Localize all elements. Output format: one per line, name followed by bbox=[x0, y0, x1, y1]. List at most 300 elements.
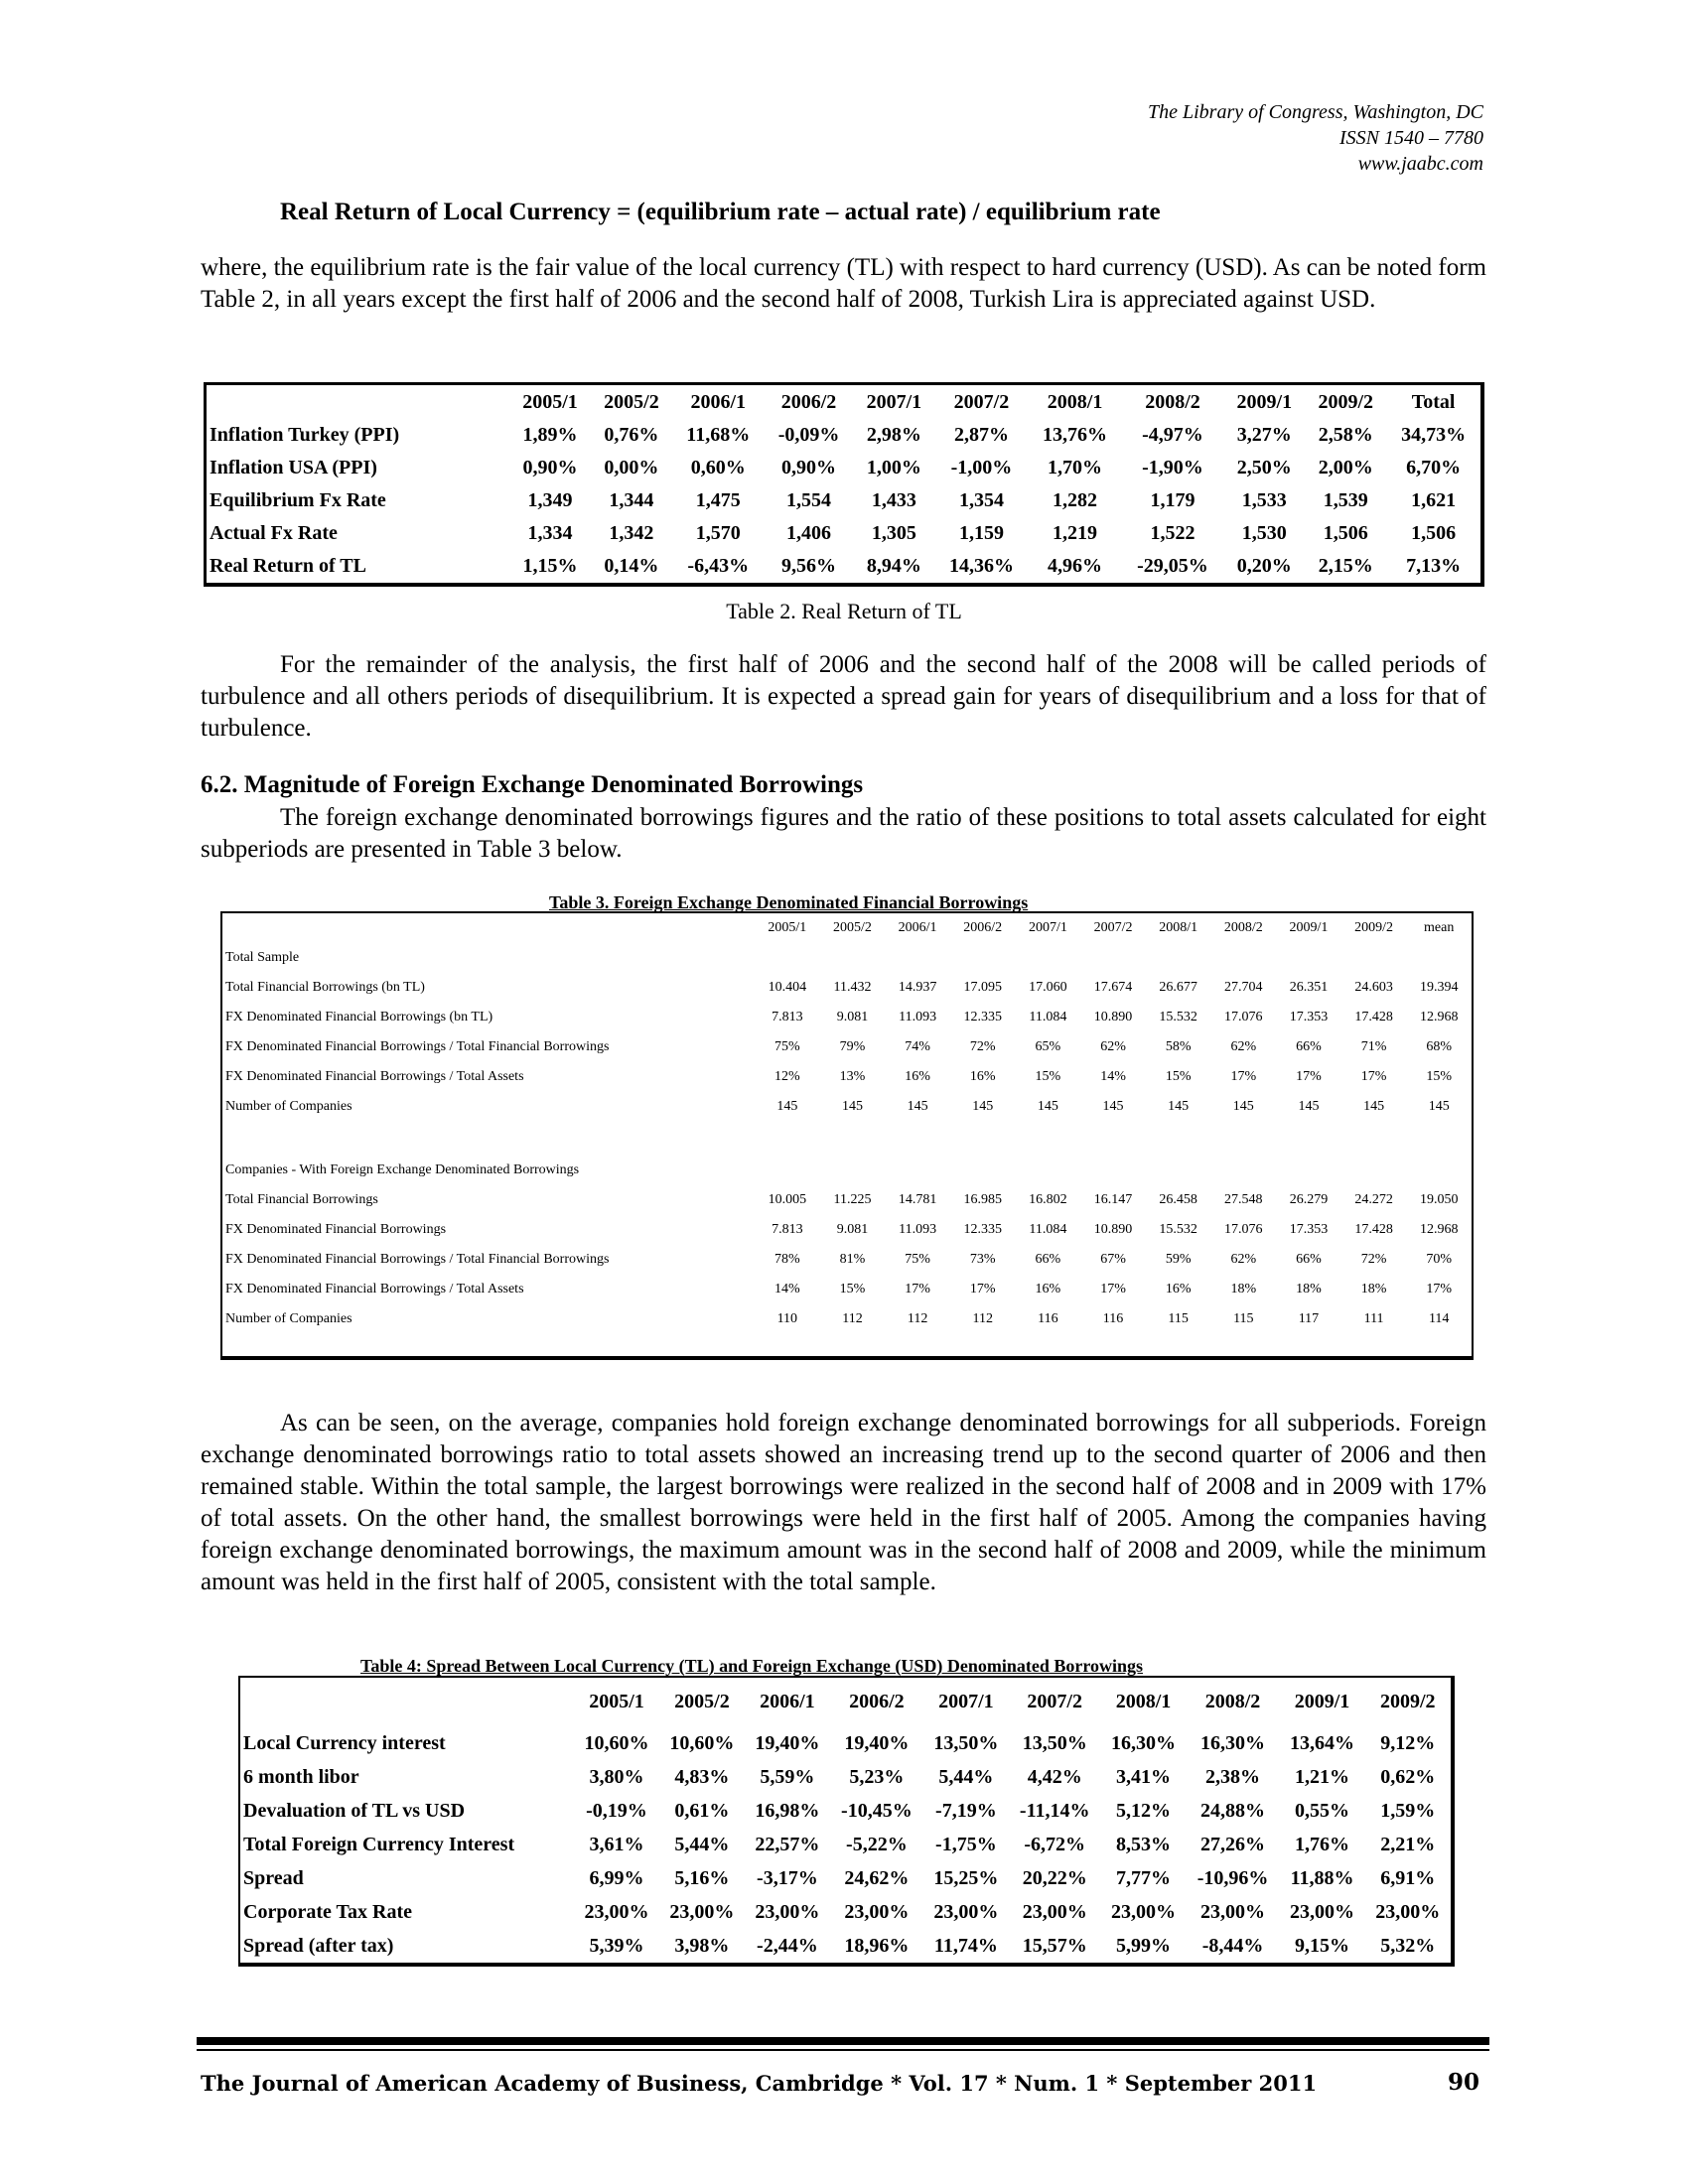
table-cell: 9,15% bbox=[1295, 1934, 1350, 1957]
row-label: Total Financial Borrowings (bn TL) bbox=[225, 980, 425, 995]
table-cell: 66% bbox=[1296, 1039, 1322, 1054]
table-cell: 78% bbox=[774, 1252, 800, 1267]
row-label: 6 month libor bbox=[243, 1765, 359, 1788]
table-cell: 17% bbox=[905, 1282, 930, 1297]
table-cell: 5,99% bbox=[1116, 1934, 1172, 1957]
table-cell: 14,36% bbox=[948, 555, 1014, 577]
table-cell: 12.335 bbox=[963, 1222, 1002, 1237]
group-title-row bbox=[221, 943, 1473, 973]
formula: Real Return of Local Currency = (equilibrium rate – actual rate) / equilibrium rate bbox=[280, 199, 1161, 225]
header-line-2: ISSN 1540 – 7780 bbox=[1339, 127, 1483, 149]
table-cell: 8,53% bbox=[1116, 1833, 1172, 1855]
column-header: 2009/1 bbox=[1236, 390, 1293, 413]
column-header: 2008/1 bbox=[1159, 920, 1198, 935]
table-cell: 13,64% bbox=[1290, 1731, 1355, 1754]
table-cell: 15% bbox=[1165, 1069, 1192, 1084]
table-cell: 10,60% bbox=[669, 1731, 735, 1754]
table-cell: 3,61% bbox=[589, 1833, 644, 1855]
row-label: FX Denominated Financial Borrowings / Total Assets bbox=[225, 1282, 524, 1297]
table-cell: 3,27% bbox=[1236, 424, 1292, 446]
table-cell: 23,00% bbox=[933, 1900, 999, 1923]
table-cell: 7,77% bbox=[1116, 1866, 1172, 1889]
table-cell: 145 bbox=[1428, 1099, 1450, 1114]
column-header: 2007/1 bbox=[866, 390, 922, 413]
table-cell: 5,59% bbox=[760, 1765, 815, 1788]
table-row bbox=[221, 1032, 1473, 1062]
table-cell: 26.351 bbox=[1289, 980, 1329, 995]
table-cell: 72% bbox=[969, 1039, 996, 1054]
table-cell: 12.335 bbox=[963, 1010, 1002, 1024]
column-header: 2009/2 bbox=[1379, 1691, 1436, 1712]
row-label: Number of Companies bbox=[225, 1099, 352, 1114]
table-cell: 16,98% bbox=[755, 1799, 820, 1822]
row-label: Actual Fx Rate bbox=[210, 522, 338, 544]
table-cell: 18,96% bbox=[844, 1934, 910, 1957]
table-cell: 2,58% bbox=[1318, 424, 1373, 446]
table-cell: 19,40% bbox=[844, 1731, 910, 1754]
table-cell: 11.084 bbox=[1029, 1010, 1067, 1024]
table-cell: 145 bbox=[1168, 1099, 1190, 1114]
table-cell: 1,530 bbox=[1241, 522, 1287, 544]
table-cell: 23,00% bbox=[1200, 1900, 1266, 1923]
column-header: 2008/1 bbox=[1115, 1691, 1172, 1712]
table-cell: 0,60% bbox=[690, 457, 746, 478]
table-cell: 74% bbox=[905, 1039, 930, 1054]
table-cell: 11.093 bbox=[899, 1222, 937, 1237]
table-cell: 0,20% bbox=[1236, 555, 1292, 577]
table-cell: 23,00% bbox=[584, 1900, 649, 1923]
table-cell: 58% bbox=[1165, 1039, 1192, 1054]
table-cell: 111 bbox=[1363, 1311, 1384, 1326]
table-cell: 1,554 bbox=[786, 489, 832, 511]
table-row bbox=[239, 1929, 1453, 1965]
table-cell: 1,15% bbox=[522, 555, 578, 577]
column-header: 2009/1 bbox=[1294, 1691, 1350, 1712]
column-header: 2005/1 bbox=[768, 920, 807, 935]
table-cell: 73% bbox=[969, 1252, 996, 1267]
paragraph-3: The foreign exchange denominated borrowings figures and the ratio of these positions to total assets calculated for eight subperiods are presented in Table 3 below. bbox=[201, 804, 1486, 863]
table-cell: 16.802 bbox=[1029, 1192, 1067, 1207]
column-header: 2007/1 bbox=[1028, 920, 1067, 935]
table-cell: 62% bbox=[1230, 1252, 1257, 1267]
column-header: 2008/2 bbox=[1223, 920, 1263, 935]
table-cell: 0,00% bbox=[604, 457, 659, 478]
table-cell: -6,72% bbox=[1024, 1833, 1086, 1855]
table-cell: 4,42% bbox=[1027, 1765, 1082, 1788]
table-cell: 17.353 bbox=[1289, 1010, 1329, 1024]
table-cell: -3,17% bbox=[757, 1866, 818, 1889]
table-cell: 17% bbox=[1296, 1069, 1322, 1084]
table-cell: 0,76% bbox=[604, 424, 659, 446]
table-cell: 6,91% bbox=[1380, 1866, 1436, 1889]
column-header: 2005/2 bbox=[674, 1691, 730, 1712]
section-heading: 6.2. Magnitude of Foreign Exchange Denominated Borrowings bbox=[201, 771, 864, 798]
table-cell: 24.272 bbox=[1354, 1192, 1393, 1207]
table-row bbox=[239, 1726, 1453, 1760]
table-cell: 1,282 bbox=[1053, 489, 1098, 511]
table-cell: 17.428 bbox=[1354, 1222, 1393, 1237]
table-cell: 0,62% bbox=[1380, 1765, 1436, 1788]
table-cell: 15.532 bbox=[1159, 1222, 1197, 1237]
table-cell: 2,50% bbox=[1236, 457, 1292, 478]
row-label: Devaluation of TL vs USD bbox=[243, 1799, 466, 1822]
table-cell: -11,14% bbox=[1019, 1799, 1090, 1822]
table-cell: 1,219 bbox=[1053, 522, 1098, 544]
table-cell: 117 bbox=[1298, 1311, 1320, 1326]
header-line-3: www.jaabc.com bbox=[1357, 153, 1483, 175]
row-label: Inflation USA (PPI) bbox=[210, 457, 377, 478]
table-cell: 81% bbox=[839, 1252, 866, 1267]
group-title: Total Sample bbox=[225, 950, 300, 965]
row-label: FX Denominated Financial Borrowings / Total Assets bbox=[225, 1069, 524, 1084]
footer-citation: The Journal of American Academy of Business, Cambridge * Vol. 17 * Num. 1 * September 2011 bbox=[201, 2071, 1318, 2096]
table-cell: 17.095 bbox=[963, 980, 1002, 995]
table-cell: 26.458 bbox=[1159, 1192, 1197, 1207]
table-row bbox=[221, 1062, 1473, 1092]
table-4 bbox=[238, 1676, 1455, 1967]
table-cell: 14% bbox=[1100, 1069, 1126, 1084]
group-title: Companies - With Foreign Exchange Denominated Borrowings bbox=[225, 1162, 580, 1177]
table-row bbox=[221, 1304, 1473, 1334]
table-2 bbox=[204, 382, 1484, 587]
column-header: mean bbox=[1424, 920, 1455, 935]
paragraph-4: As can be seen, on the average, companies hold foreign exchange denominated borrowings for all subperiods. Foreign exchange denominated borrowings ratio to total assets showed an increasing trend up to the second quarter of 2006 and then remained stable. Within the total sample, the largest borrowings were realized in the second half of 2008 and in 2009 with 17% of total assets. On the other hand, the smallest borrowings were held in the first half of 2005. Among the companies having foreign exchange denominated borrowings, the maximum amount was in the second half of 2008 and 2009, while the minimum amount was held in the first half of 2005, consistent with the total sample. bbox=[201, 1410, 1486, 1595]
column-header: 2006/2 bbox=[849, 1691, 905, 1712]
table-cell: 9.081 bbox=[836, 1222, 869, 1237]
table-cell: 2,00% bbox=[1318, 457, 1373, 478]
table-cell: 67% bbox=[1100, 1252, 1126, 1267]
column-header: 2006/2 bbox=[780, 390, 837, 413]
header-line-1: The Library of Congress, Washington, DC bbox=[1147, 101, 1483, 123]
table-cell: 15,57% bbox=[1022, 1934, 1087, 1957]
table-row bbox=[221, 973, 1473, 1003]
table-row bbox=[221, 1275, 1473, 1304]
table-cell: 27,26% bbox=[1200, 1833, 1266, 1855]
table-cell: 1,533 bbox=[1241, 489, 1287, 511]
table-cell: 9,12% bbox=[1380, 1731, 1436, 1754]
table-cell: 3,41% bbox=[1116, 1765, 1172, 1788]
table-cell: -5,22% bbox=[846, 1833, 908, 1855]
table-cell: 1,433 bbox=[871, 489, 916, 511]
table-row bbox=[206, 550, 1483, 585]
table-cell: 13,50% bbox=[933, 1731, 999, 1754]
table-cell: 23,00% bbox=[1111, 1900, 1177, 1923]
table-cell: 1,522 bbox=[1150, 522, 1196, 544]
table-cell: 23,00% bbox=[1022, 1900, 1087, 1923]
table-cell: 75% bbox=[774, 1039, 800, 1054]
table-cell: 26.677 bbox=[1159, 980, 1197, 995]
table-cell: 2,98% bbox=[866, 424, 921, 446]
table-cell: 16% bbox=[905, 1069, 930, 1084]
table-cell: 1,344 bbox=[609, 489, 654, 511]
table-cell: 70% bbox=[1426, 1252, 1453, 1267]
table-cell: 1,570 bbox=[695, 522, 741, 544]
table-cell: 13% bbox=[839, 1069, 866, 1084]
table-cell: 15% bbox=[839, 1282, 866, 1297]
column-header: 2006/1 bbox=[760, 1691, 815, 1712]
table-header-row bbox=[221, 912, 1473, 943]
table-cell: 22,57% bbox=[755, 1833, 820, 1855]
table-cell: 18% bbox=[1230, 1282, 1257, 1297]
column-header: 2007/2 bbox=[1027, 1691, 1082, 1712]
column-header: 2009/2 bbox=[1318, 390, 1374, 413]
table-row bbox=[206, 452, 1483, 484]
table-cell: 145 bbox=[907, 1099, 928, 1114]
table-cell: -1,75% bbox=[935, 1833, 997, 1855]
column-header: 2007/2 bbox=[953, 390, 1010, 413]
table-cell: 1,76% bbox=[1295, 1833, 1350, 1855]
table-cell: 17% bbox=[1230, 1069, 1257, 1084]
table-cell: 2,15% bbox=[1318, 555, 1373, 577]
table-cell: -0,19% bbox=[586, 1799, 647, 1822]
column-header: 2008/2 bbox=[1145, 390, 1200, 413]
table-cell: 2,38% bbox=[1205, 1765, 1261, 1788]
table-cell: -0,09% bbox=[777, 424, 840, 446]
table-cell: 1,334 bbox=[527, 522, 573, 544]
table-row bbox=[239, 1895, 1453, 1929]
table-cell: 18% bbox=[1360, 1282, 1387, 1297]
table-cell: 17% bbox=[1100, 1282, 1126, 1297]
table-cell: 1,342 bbox=[609, 522, 654, 544]
table-cell: 14% bbox=[774, 1282, 800, 1297]
table-cell: -29,05% bbox=[1137, 555, 1208, 577]
table-cell: 71% bbox=[1360, 1039, 1387, 1054]
table-cell: 145 bbox=[841, 1099, 863, 1114]
table-cell: 5,44% bbox=[674, 1833, 730, 1855]
header-cell-empty bbox=[221, 912, 755, 943]
table-cell: 15.532 bbox=[1159, 1010, 1197, 1024]
header-cell-empty bbox=[206, 384, 510, 420]
row-label: FX Denominated Financial Borrowings (bn TL) bbox=[225, 1010, 493, 1024]
table-cell: 23,00% bbox=[844, 1900, 910, 1923]
table-cell: 1,506 bbox=[1323, 522, 1368, 544]
table-cell: 112 bbox=[972, 1311, 993, 1326]
row-label: FX Denominated Financial Borrowings / Total Financial Borrowings bbox=[225, 1039, 610, 1054]
table-cell: 16% bbox=[1035, 1282, 1061, 1297]
table-cell: 2,21% bbox=[1380, 1833, 1436, 1855]
table-cell: 10.404 bbox=[768, 980, 807, 995]
table-cell: 24,88% bbox=[1200, 1799, 1266, 1822]
row-label: Number of Companies bbox=[225, 1311, 352, 1326]
table-cell: 66% bbox=[1296, 1252, 1322, 1267]
table-cell: 1,506 bbox=[1411, 522, 1457, 544]
table-cell: 145 bbox=[1102, 1099, 1124, 1114]
row-label: Local Currency interest bbox=[243, 1731, 446, 1754]
table-cell: 27.548 bbox=[1224, 1192, 1263, 1207]
table-cell: -2,44% bbox=[757, 1934, 818, 1957]
column-header: 2006/2 bbox=[963, 920, 1003, 935]
table-cell: 0,90% bbox=[781, 457, 837, 478]
table-cell: 11,74% bbox=[933, 1934, 998, 1957]
table-cell: 115 bbox=[1233, 1311, 1254, 1326]
table-cell: 11.225 bbox=[833, 1192, 872, 1207]
table-cell: 11.432 bbox=[833, 980, 872, 995]
column-header: 2008/1 bbox=[1047, 390, 1103, 413]
table-row bbox=[221, 1185, 1473, 1215]
table-cell: 145 bbox=[1037, 1099, 1058, 1114]
table-cell: 15% bbox=[1035, 1069, 1061, 1084]
table-cell: 13,76% bbox=[1043, 424, 1108, 446]
column-header: 2006/1 bbox=[690, 390, 747, 413]
table-cell: 65% bbox=[1035, 1039, 1061, 1054]
column-header: Total bbox=[1411, 390, 1456, 413]
table-cell: 17% bbox=[969, 1282, 996, 1297]
table-cell: 17.353 bbox=[1289, 1222, 1329, 1237]
table-cell: 116 bbox=[1102, 1311, 1124, 1326]
table-cell: 145 bbox=[776, 1099, 798, 1114]
table-cell: 1,70% bbox=[1048, 457, 1103, 478]
table-cell: 20,22% bbox=[1022, 1866, 1087, 1889]
table-cell: 16,30% bbox=[1200, 1731, 1266, 1754]
table-cell: 1,349 bbox=[527, 489, 573, 511]
table-cell: 10.890 bbox=[1093, 1010, 1133, 1024]
table-cell: -1,00% bbox=[950, 457, 1013, 478]
table-cell: 5,44% bbox=[938, 1765, 994, 1788]
table-cell: 59% bbox=[1165, 1252, 1192, 1267]
table-cell: 15,25% bbox=[933, 1866, 999, 1889]
table-3 bbox=[220, 911, 1474, 1360]
table-cell: 68% bbox=[1426, 1039, 1453, 1054]
table-cell: 66% bbox=[1035, 1252, 1061, 1267]
table-cell: 1,59% bbox=[1380, 1799, 1436, 1822]
table-4-caption: Table 4: Spread Between Local Currency (TL) and Foreign Exchange (USD) Denominated Borrowings bbox=[360, 1656, 1144, 1676]
table-row bbox=[221, 1215, 1473, 1245]
column-header: 2007/2 bbox=[1093, 920, 1133, 935]
table-row bbox=[239, 1828, 1453, 1861]
table-cell: 0,55% bbox=[1295, 1799, 1350, 1822]
table-cell: 4,83% bbox=[674, 1765, 730, 1788]
table-cell: 14.781 bbox=[898, 1192, 937, 1207]
table-cell: 4,96% bbox=[1048, 555, 1103, 577]
table-cell: 26.279 bbox=[1289, 1192, 1329, 1207]
table-cell: 7.813 bbox=[772, 1010, 803, 1024]
table-cell: 62% bbox=[1230, 1039, 1257, 1054]
table-cell: 1,21% bbox=[1295, 1765, 1350, 1788]
column-header: 2005/2 bbox=[604, 390, 659, 413]
table-cell: 17% bbox=[1360, 1069, 1387, 1084]
table-cell: 17.674 bbox=[1093, 980, 1133, 995]
column-header: 2009/2 bbox=[1354, 920, 1394, 935]
paragraph-1: where, the equilibrium rate is the fair value of the local currency (TL) with respect to hard currency (USD). As can be noted form Table 2, in all years except the first half of 2006 and the second half of 2008, Turkish Lira is appreciated against USD. bbox=[201, 254, 1486, 313]
table-cell: 145 bbox=[1232, 1099, 1254, 1114]
table-cell: 1,305 bbox=[871, 522, 916, 544]
table-cell: 114 bbox=[1428, 1311, 1450, 1326]
table-cell: 3,98% bbox=[674, 1934, 730, 1957]
table-cell: -10,45% bbox=[841, 1799, 913, 1822]
row-label: Spread bbox=[243, 1866, 304, 1889]
page-number: 90 bbox=[1447, 2069, 1479, 2096]
table-cell: 19,40% bbox=[755, 1731, 820, 1754]
table-row bbox=[239, 1794, 1453, 1828]
table-cell: 5,23% bbox=[849, 1765, 905, 1788]
table-cell: 18% bbox=[1296, 1282, 1322, 1297]
spacer-row bbox=[221, 1122, 1473, 1156]
running-header bbox=[1148, 99, 1483, 177]
column-header: 2005/1 bbox=[589, 1691, 644, 1712]
table-cell: 79% bbox=[839, 1039, 866, 1054]
column-header: 2006/1 bbox=[898, 920, 937, 935]
table-cell: 5,39% bbox=[589, 1934, 644, 1957]
table-cell: 17.076 bbox=[1224, 1010, 1263, 1024]
table-cell: 1,159 bbox=[958, 522, 1004, 544]
table-cell: -10,96% bbox=[1196, 1866, 1269, 1889]
table-cell: 3,80% bbox=[589, 1765, 644, 1788]
table-cell: 13,50% bbox=[1022, 1731, 1087, 1754]
table-cell: 19.050 bbox=[1419, 1192, 1459, 1207]
table-cell: 12.968 bbox=[1419, 1222, 1459, 1237]
footer-rule-thin bbox=[197, 2049, 1489, 2051]
table-cell: 10.890 bbox=[1093, 1222, 1133, 1237]
table-cell: 145 bbox=[972, 1099, 994, 1114]
table-cell: 75% bbox=[905, 1252, 930, 1267]
table-cell: 8,94% bbox=[866, 555, 921, 577]
table-cell: 0,14% bbox=[604, 555, 659, 577]
header-cell-empty bbox=[239, 1677, 574, 1726]
row-label: Total Foreign Currency Interest bbox=[243, 1833, 515, 1855]
table-row bbox=[221, 1245, 1473, 1275]
row-label: Spread (after tax) bbox=[243, 1934, 394, 1957]
column-header: 2007/1 bbox=[938, 1691, 994, 1712]
row-label: Real Return of TL bbox=[210, 555, 366, 577]
table-cell: 1,621 bbox=[1411, 489, 1457, 511]
table-cell: 17% bbox=[1426, 1282, 1453, 1297]
spacer-cell bbox=[221, 1122, 1473, 1156]
table-cell: 11,88% bbox=[1290, 1866, 1354, 1889]
table-cell: 1,475 bbox=[695, 489, 741, 511]
table-cell: 23,00% bbox=[755, 1900, 820, 1923]
table-cell: 5,32% bbox=[1380, 1934, 1436, 1957]
row-label: Total Financial Borrowings bbox=[225, 1192, 378, 1207]
table-cell: 110 bbox=[776, 1311, 798, 1326]
table-cell: 145 bbox=[1363, 1099, 1385, 1114]
row-label: FX Denominated Financial Borrowings bbox=[225, 1222, 447, 1237]
table-cell: 7,13% bbox=[1406, 555, 1462, 577]
table-cell: 19.394 bbox=[1419, 980, 1459, 995]
table-cell: 5,16% bbox=[674, 1866, 730, 1889]
table-cell: 11,68% bbox=[686, 424, 751, 446]
footer-rule-thick bbox=[197, 2037, 1489, 2045]
table-cell: 12.968 bbox=[1419, 1010, 1459, 1024]
table-cell: 23,00% bbox=[1375, 1900, 1441, 1923]
table-cell: 17.076 bbox=[1224, 1222, 1263, 1237]
table-row bbox=[239, 1760, 1453, 1794]
table-cell: 11.093 bbox=[899, 1010, 937, 1024]
table-cell: 12% bbox=[774, 1069, 800, 1084]
table-cell: 9.081 bbox=[836, 1010, 869, 1024]
table-cell: 2,87% bbox=[953, 424, 1009, 446]
table-cell: 24.603 bbox=[1354, 980, 1393, 995]
table-cell: 112 bbox=[842, 1311, 863, 1326]
row-label: Equilibrium Fx Rate bbox=[210, 489, 386, 511]
spacer-cell bbox=[221, 1334, 1473, 1358]
table-cell: -1,90% bbox=[1142, 457, 1203, 478]
table-cell: 72% bbox=[1360, 1252, 1387, 1267]
row-label: FX Denominated Financial Borrowings / Total Financial Borrowings bbox=[225, 1252, 610, 1267]
table-cell: 62% bbox=[1100, 1039, 1126, 1054]
table-cell: 16.147 bbox=[1093, 1192, 1133, 1207]
column-header: 2005/1 bbox=[522, 390, 578, 413]
table-cell: 17.428 bbox=[1354, 1010, 1393, 1024]
table-cell: -8,44% bbox=[1201, 1934, 1264, 1957]
table-cell: 16% bbox=[969, 1069, 996, 1084]
table-cell: 7.813 bbox=[772, 1222, 803, 1237]
table-cell: 16% bbox=[1165, 1282, 1192, 1297]
table-cell: 115 bbox=[1168, 1311, 1189, 1326]
table-cell: 23,00% bbox=[669, 1900, 735, 1923]
table-cell: 9,56% bbox=[781, 555, 837, 577]
table-cell: 116 bbox=[1038, 1311, 1058, 1326]
table-cell: 10.005 bbox=[768, 1192, 807, 1207]
